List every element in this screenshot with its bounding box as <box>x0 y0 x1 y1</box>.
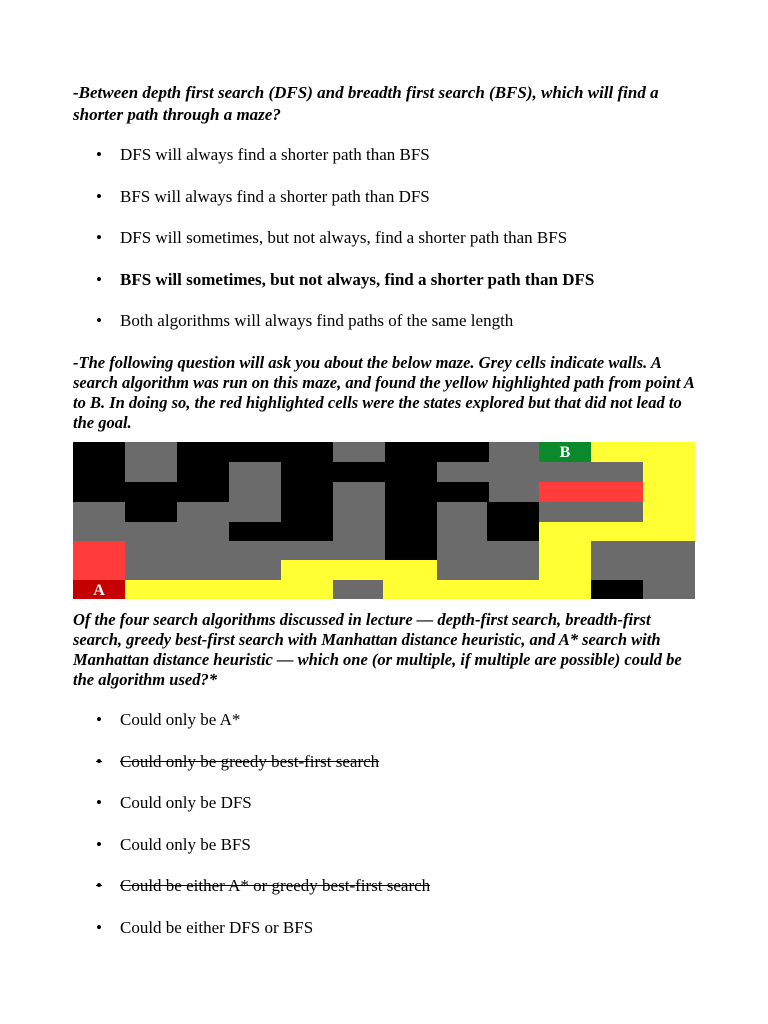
option-label: DFS will sometimes, but not always, find a shorter path than BFS <box>120 228 568 248</box>
maze-wall-cell <box>125 541 385 560</box>
maze-open-cell <box>125 502 177 522</box>
option-label: Both algorithms will always find paths of the same length <box>120 311 514 331</box>
option-label: DFS will always find a shorter path than BFS <box>120 145 430 164</box>
maze-open-cell <box>177 442 333 462</box>
bullet-icon: • <box>96 269 102 289</box>
maze-wall-cell <box>125 560 281 580</box>
option-2-6[interactable] <box>96 918 716 960</box>
bullet-icon: • <box>96 186 102 206</box>
maze-path-cell <box>643 482 695 502</box>
maze-wall-cell <box>489 482 539 502</box>
maze-open-cell <box>281 482 333 502</box>
bullet-icon: • <box>96 710 102 729</box>
maze-wall-cell <box>437 502 487 522</box>
option-label: Could only be greedy best-first search <box>120 751 380 771</box>
maze-open-cell <box>177 482 229 502</box>
maze-wall-cell <box>229 462 281 482</box>
maze-wall-cell <box>125 522 229 541</box>
maze-wall-cell <box>437 522 487 541</box>
question-2-options <box>96 710 716 960</box>
maze-goal-label: B <box>559 444 571 461</box>
question-2-prompt: Of the four search algorithms discussed in lecture — depth-first search, breadth-first search, greedy best-first search with Manhattan distance heuristic, and A* search with Manhattan distance heuristic — which one (or multiple, if multiple are possible) could be the algorithm used?* <box>73 610 682 689</box>
option-label: Could be either DFS or BFS <box>120 917 314 937</box>
maze-wall-cell <box>177 502 281 522</box>
maze-wall-cell <box>333 522 385 541</box>
option-2-4[interactable] <box>96 835 716 877</box>
bullet-icon: • <box>96 793 102 813</box>
maze-path-cell <box>539 541 591 560</box>
option-label: Could only be BFS <box>120 834 251 854</box>
option-label: Could only be A* <box>120 710 241 729</box>
maze-path-cell <box>383 580 591 599</box>
maze-wall-cell <box>125 462 177 482</box>
maze-path-cell <box>539 522 695 541</box>
option-1-1[interactable] <box>96 145 716 187</box>
maze-open-cell <box>385 522 437 541</box>
maze-open-cell <box>281 502 333 522</box>
maze-wall-cell <box>643 580 695 599</box>
option-label: Could only be DFS <box>120 793 252 813</box>
option-2-5[interactable] <box>96 876 716 918</box>
maze-open-cell <box>487 522 539 541</box>
bullet-icon: • <box>96 228 102 248</box>
bullet-icon: • <box>96 834 102 854</box>
maze-wall-cell <box>73 502 125 522</box>
maze-wall-cell <box>489 442 539 462</box>
bullet-icon: • <box>96 917 102 937</box>
maze-wall-cell <box>539 502 643 522</box>
bullet-icon: • <box>96 145 102 164</box>
maze-explored-cell <box>539 482 643 502</box>
maze-explored-cell <box>73 541 125 560</box>
maze-svg <box>73 442 695 599</box>
maze-path-cell <box>125 580 333 599</box>
maze-wall-cell <box>333 482 385 502</box>
maze-explored-cell <box>73 560 125 580</box>
option-2-1[interactable] <box>96 710 716 752</box>
maze-path-cell <box>591 442 695 462</box>
option-2-2[interactable] <box>96 752 716 794</box>
maze-open-cell <box>73 442 125 462</box>
maze-wall-cell <box>437 462 643 482</box>
maze-open-cell <box>73 462 125 482</box>
maze-wall-cell <box>333 580 383 599</box>
maze-wall-cell <box>333 502 385 522</box>
maze-wall-cell <box>437 541 539 560</box>
maze-wall-cell <box>125 442 177 462</box>
bullet-icon: • <box>96 876 102 896</box>
maze-open-cell <box>385 482 489 502</box>
option-2-3[interactable] <box>96 793 716 835</box>
maze-path-cell <box>643 502 695 522</box>
question-1-options <box>96 145 716 353</box>
option-label: BFS will sometimes, but not always, find a shorter path than DFS <box>120 269 595 289</box>
maze-open-cell <box>591 580 643 599</box>
option-1-3[interactable] <box>96 228 716 270</box>
maze-open-cell <box>73 482 177 502</box>
maze-wall-cell <box>591 560 695 580</box>
maze-open-cell <box>385 502 437 522</box>
maze-path-cell <box>281 560 437 580</box>
maze-open-cell <box>385 442 489 462</box>
maze-open-cell <box>487 502 539 522</box>
maze-wall-cell <box>437 560 539 580</box>
question-1-prompt: -Between depth first search (DFS) and breadth first search (BFS), which will find a shorter path through a maze? <box>73 83 659 124</box>
option-1-2[interactable] <box>96 187 716 229</box>
maze-open-cell <box>177 462 229 482</box>
maze-open-cell <box>385 541 437 560</box>
maze-wall-cell <box>333 442 385 462</box>
question-2-intro: -The following question will ask you about the below maze. Grey cells indicate walls. A search algorithm was run on this maze, and found the yellow highlighted path from point A to B. In doing so, the red highlighted cells were the states explored but that did not lead to the goal. <box>73 353 695 432</box>
maze-open-cell <box>229 522 333 541</box>
maze-wall-cell <box>73 522 125 541</box>
maze-start-label: A <box>93 582 105 599</box>
bullet-icon: • <box>96 751 102 771</box>
option-label: BFS will always find a shorter path than DFS <box>120 186 430 206</box>
bullet-icon: • <box>96 311 102 331</box>
maze-path-cell <box>539 560 591 580</box>
maze-path-cell <box>643 462 695 482</box>
maze-wall-cell <box>229 482 281 502</box>
maze-grid <box>73 442 695 599</box>
option-1-4[interactable] <box>96 270 716 312</box>
maze-wall-cell <box>591 541 695 560</box>
option-label: Could be either A* or greedy best-first search <box>120 876 431 896</box>
maze-open-cell <box>281 462 437 482</box>
option-1-5[interactable] <box>96 311 716 353</box>
